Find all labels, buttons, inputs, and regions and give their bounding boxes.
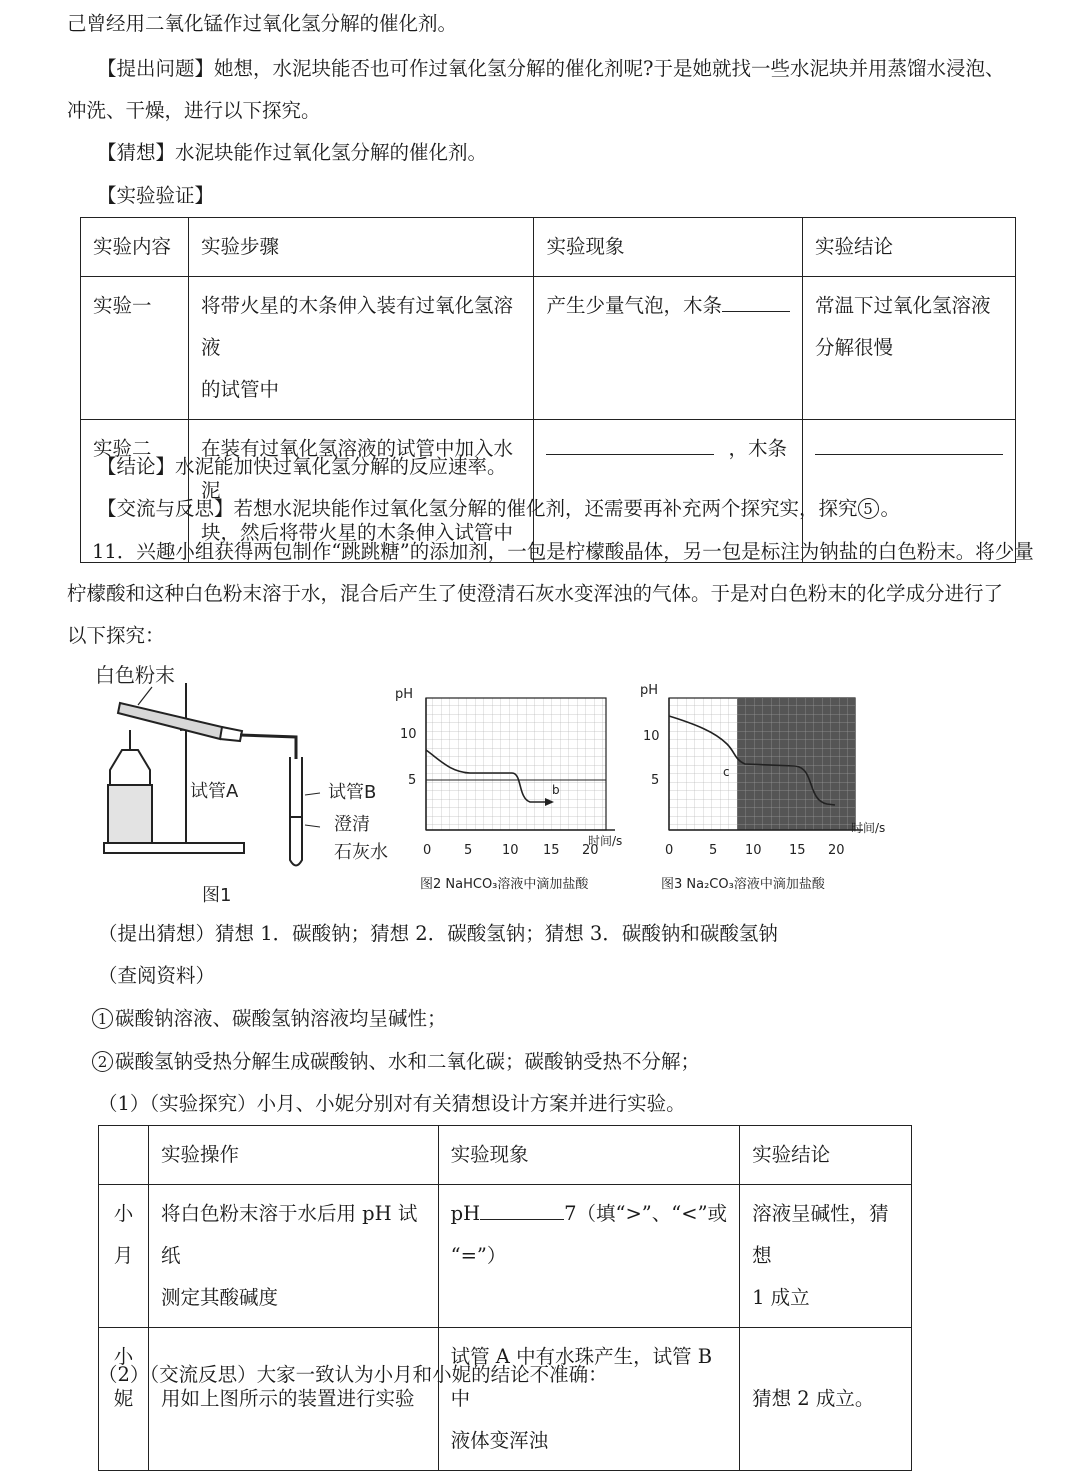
- table-header-row: [81, 218, 1016, 277]
- x-tick-label: 15: [789, 843, 806, 858]
- answer-blank[interactable]: [722, 291, 790, 312]
- figure-2-chart: [390, 680, 640, 900]
- header-cell: 实验现象: [438, 1126, 739, 1185]
- answer-blank[interactable]: [480, 1199, 564, 1220]
- x-tick-label: 5: [464, 843, 473, 858]
- x-tick-label: 20: [828, 843, 845, 858]
- explore-text: （1）（实验探究）小月、小妮分别对有关猜想设计方案并进行实验。: [98, 1092, 686, 1115]
- operation-cell: [148, 1185, 438, 1328]
- name-char: 小: [113, 1202, 134, 1225]
- x-axis-label: 时间/s: [851, 821, 886, 835]
- reflect-end: 。: [880, 497, 901, 520]
- ph-line-2: “=”）: [450, 1244, 507, 1267]
- reference-item-1: [92, 1005, 447, 1033]
- header-cell: 实验操作: [148, 1126, 438, 1185]
- test-tube-b-icon: [290, 757, 302, 866]
- table-row: [81, 277, 1016, 420]
- conclusion-line: 猜想 2 成立。: [752, 1387, 875, 1410]
- test-tube-a-icon: [118, 703, 296, 759]
- x-tick-label: 15: [543, 843, 560, 858]
- name-char: 小: [113, 1345, 134, 1368]
- ph-suffix: 7（填“>”、“<”或: [564, 1202, 728, 1225]
- q11-text-3: 以下探究：: [67, 624, 165, 647]
- guess-text: 【猜想】水泥块能作过氧化氢分解的催化剂。: [97, 141, 488, 164]
- row-name: [99, 1185, 149, 1328]
- question-text-2: 冲洗、干燥，进行以下探究。: [67, 99, 321, 122]
- label-white-powder: 白色粉末: [95, 663, 175, 687]
- step-line: 块，然后将带火星的木条伸入试管中: [200, 521, 513, 544]
- q11-text-1: 11．兴趣小组获得两包制作“跳跳糖”的添加剂，一包是柠檬酸晶体，另一包是标注为钠盐的白色粉末。将少量: [92, 540, 1034, 563]
- conclusion-line: 溶液呈碱性，猜想: [752, 1202, 889, 1267]
- table-row: [99, 1328, 912, 1471]
- figure-1-caption: 图1: [202, 885, 232, 906]
- phenomenon-line: 试管 A 中有水珠产生，试管 B 中: [450, 1345, 713, 1410]
- phenomenon-line: 液体变浑浊: [450, 1429, 549, 1452]
- header-cell: 实验内容: [81, 218, 189, 277]
- phenomenon-tail: ，木条: [728, 437, 787, 460]
- x-tick-label: 0: [665, 843, 674, 858]
- y-tick-label: 5: [408, 773, 417, 788]
- figure-3-chart: [635, 680, 905, 900]
- conclusion-cell: [740, 1185, 912, 1328]
- operation-line: 将白色粉末溶于水后用 pH 试纸: [160, 1202, 418, 1267]
- question-text-1: 【提出问题】她想，水泥块能否也可作过氧化氢分解的催化剂呢?于是她就找一些水泥块并用蒸馏水浸泡、: [97, 57, 1005, 80]
- row-name: 实验二: [81, 420, 189, 563]
- reference-heading: （查阅资料）: [98, 964, 216, 987]
- circled-number: 5: [858, 498, 879, 519]
- phenomenon-text: 产生少量气泡，木条: [546, 294, 722, 317]
- name-char: 妮: [113, 1387, 134, 1410]
- reflect-body: 【交流与反思】若想水泥块能作过氧化氢分解的催化剂，还需要再补充两个探究实，探究: [97, 497, 858, 520]
- reference-item-2: [92, 1048, 700, 1076]
- conclusion-text: 【结论】水泥能加快过氧化氢分解的反应速率。: [97, 455, 507, 478]
- y-axis-label: pH: [640, 683, 659, 698]
- y-tick-label: 10: [643, 729, 660, 744]
- step-line: 在装有过氧化氢溶液的试管中加入水泥: [200, 437, 513, 502]
- x-tick-label: 5: [709, 843, 718, 858]
- conclusion-line: 常温下过氧化氢溶液: [814, 294, 991, 317]
- label-limewater-1: 澄清: [334, 814, 370, 835]
- phenomenon-cell: [438, 1328, 739, 1471]
- q11-text-2: 柠檬酸和这种白色粉末溶于水，混合后产生了使澄清石灰水变浑浊的气体。于是对白色粉末的化学成分进行了: [67, 582, 1004, 605]
- reflect-text: [97, 495, 900, 523]
- row-name: 实验一: [81, 277, 189, 420]
- verify-heading: 【实验验证】: [97, 184, 215, 207]
- header-cell: 实验现象: [534, 218, 803, 277]
- operation-cell: [148, 1328, 438, 1471]
- circled-number: 1: [92, 1008, 113, 1029]
- phenomenon-cell: [438, 1185, 739, 1328]
- header-cell: 实验步骤: [188, 218, 534, 277]
- table-row: [99, 1185, 912, 1328]
- circled-number: 2: [92, 1051, 113, 1072]
- hypothesis-text: （提出猜想）猜想 1．碳酸钠；猜想 2．碳酸氢钠；猜想 3．碳酸钠和碳酸氢钠: [98, 922, 778, 945]
- label-limewater-2: 石灰水: [334, 842, 388, 863]
- operation-line: 测定其酸碱度: [160, 1286, 278, 1309]
- header-cell: [99, 1126, 149, 1185]
- figure-3-caption: 图3 Na₂CO₃溶液中滴加盐酸: [661, 877, 825, 892]
- figure-1-apparatus: [90, 655, 390, 910]
- x-tick-label: 20: [582, 843, 599, 858]
- header-cell: 实验结论: [802, 218, 1015, 277]
- label-tube-b: 试管B: [328, 782, 377, 803]
- conclusion-line: 分解很慢: [814, 336, 893, 359]
- answer-blank[interactable]: [815, 434, 1003, 455]
- row-name: [99, 1328, 149, 1471]
- conclusion-cell: [802, 277, 1015, 420]
- reference-text: 碳酸钠溶液、碳酸氢钠溶液均呈碱性；: [115, 1007, 447, 1030]
- conclusion-line: 1 成立: [752, 1286, 810, 1309]
- step-line: 的试管中: [200, 378, 279, 401]
- curve-marker: c: [723, 765, 730, 779]
- step-cell: [188, 277, 534, 420]
- ph-prefix: pH: [450, 1202, 481, 1225]
- y-tick-label: 10: [400, 727, 417, 742]
- conclusion-cell: [740, 1328, 912, 1471]
- operation-line: 用如上图所示的装置进行实验: [160, 1387, 415, 1410]
- header-cell: 实验结论: [740, 1126, 912, 1185]
- x-axis-label: 时间/s: [588, 834, 623, 848]
- answer-blank[interactable]: [546, 434, 714, 455]
- x-tick-label: 10: [502, 843, 519, 858]
- curve-marker: b: [552, 783, 560, 797]
- reference-text: 碳酸氢钠受热分解生成碳酸钠、水和二氧化碳；碳酸钠受热不分解；: [115, 1050, 701, 1073]
- x-tick-label: 10: [745, 843, 762, 858]
- investigation-table: [98, 1125, 912, 1471]
- burner-icon: [108, 730, 152, 843]
- discuss-text: （2）（交流反思）大家一致认为小月和小妮的结论不准确：: [98, 1363, 608, 1386]
- y-axis-label: pH: [395, 687, 414, 702]
- intro-text: 己曾经用二氧化锰作过氧化氢分解的催化剂。: [67, 12, 458, 35]
- figure-2-caption: 图2 NaHCO₃溶液中滴加盐酸: [420, 877, 589, 892]
- step-line: 将带火星的木条伸入装有过氧化氢溶液: [200, 294, 513, 359]
- x-tick-label: 0: [423, 843, 432, 858]
- label-tube-a: 试管A: [190, 781, 239, 802]
- table-header-row: [99, 1126, 912, 1185]
- phenomenon-cell: [534, 277, 803, 420]
- name-char: 月: [113, 1244, 134, 1267]
- y-tick-label: 5: [651, 773, 660, 788]
